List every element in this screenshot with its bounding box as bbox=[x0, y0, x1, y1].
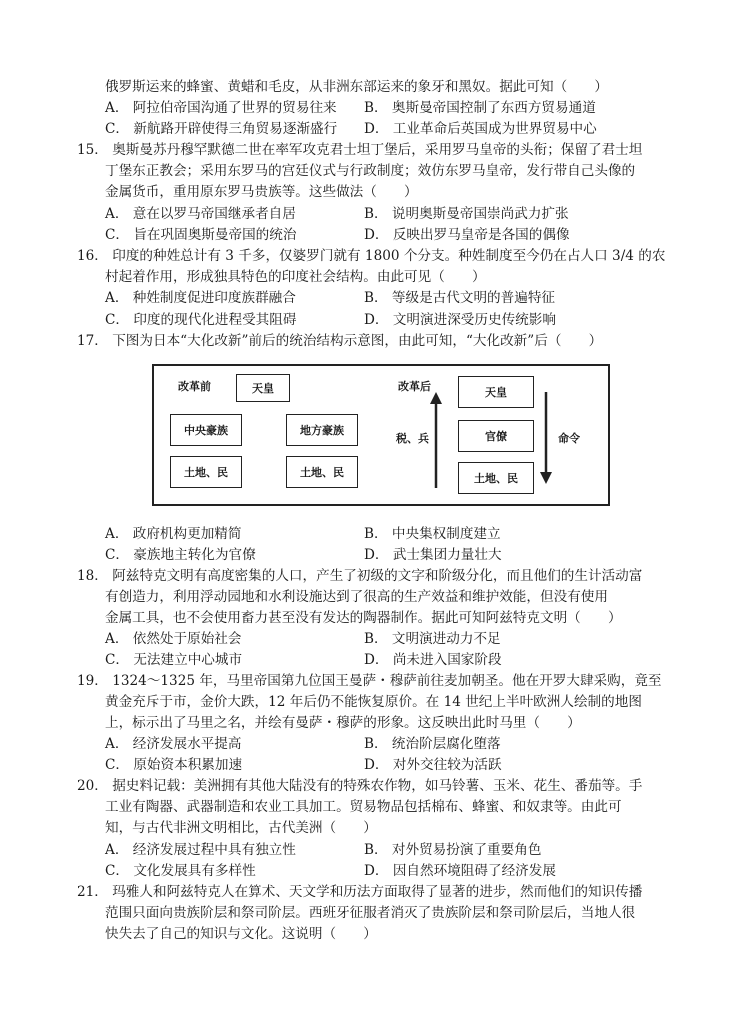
q19-stem-line2: 黄金充斥于市，金价大跌，12 年后仍不能恢复原价。在 14 世纪上半叶欧洲人绘制的地图 bbox=[105, 694, 642, 710]
q18-option-b[interactable]: B． 文明演进动力不足 bbox=[364, 631, 501, 647]
q20-option-b[interactable]: B． 对外贸易扮演了重要角色 bbox=[364, 842, 542, 858]
q18-option-c[interactable]: C． 无法建立中心城市 bbox=[105, 652, 243, 668]
q16-option-b[interactable]: B． 等级是古代文明的普遍特征 bbox=[364, 290, 556, 306]
q15-stem-line1: 15． 奥斯曼苏丹穆罕默德二世在率军攻克君士坦丁堡后，采用罗马皇帝的头衔；保留了君士坦 bbox=[77, 142, 643, 158]
q16-option-a[interactable]: A． 种姓制度促进印度族群融合 bbox=[105, 290, 296, 306]
diagram-land-people-after: 土地、民 bbox=[458, 462, 534, 494]
q15-option-c[interactable]: C． 旨在巩固奥斯曼帝国的统治 bbox=[105, 227, 297, 243]
q19-stem-line3: 上，标示出了马里之名，并绘有曼萨・穆萨的形象。这反映出此时马里（ ） bbox=[105, 715, 581, 731]
diagram-emperor-before: 天皇 bbox=[236, 374, 290, 402]
q15-option-a[interactable]: A． 意在以罗马帝国继承者自居 bbox=[105, 206, 296, 222]
q20-option-a[interactable]: A． 经济发展过程中具有独立性 bbox=[105, 842, 296, 858]
q18-stem-line1: 18． 阿兹特克文明有高度密集的人口，产生了初级的文字和阶级分化，而且他们的生计活动富 bbox=[77, 568, 643, 584]
q19-option-a[interactable]: A． 经济发展水平提高 bbox=[105, 736, 242, 752]
diagram-emperor-after: 天皇 bbox=[458, 376, 534, 408]
q19-option-b[interactable]: B． 统治阶层腐化堕落 bbox=[364, 736, 501, 752]
q21-stem-line3: 快失去了自己的知识与文化。这说明（ ） bbox=[105, 926, 377, 942]
q17-option-b[interactable]: B． 中央集权制度建立 bbox=[364, 526, 501, 542]
q20-stem-line2: 工业有陶器、武器制造和农业工具加工。贸易物品包括棉布、蜂蜜、和奴隶等。由此可 bbox=[105, 799, 622, 815]
diagram-land-people-central: 土地、民 bbox=[170, 456, 242, 488]
q19-stem-line1: 19． 1324～1325 年，马里帝国第九位国王曼萨・穆萨前往麦加朝圣。他在开罗大肆采购，竟至 bbox=[77, 673, 662, 689]
q19-option-c[interactable]: C． 原始资本积累加速 bbox=[105, 757, 243, 773]
q17-option-d[interactable]: D． 武士集团力量壮大 bbox=[364, 547, 502, 563]
q18-stem-line3: 金属工具，也不会使用畜力甚至没有发达的陶器制作。据此可知阿兹特克文明（ ） bbox=[105, 610, 622, 626]
q14-option-d[interactable]: D． 工业革命后英国成为世界贸易中心 bbox=[364, 121, 597, 137]
q17-option-a[interactable]: A． 政府机构更加精简 bbox=[105, 526, 242, 542]
diagram-land-people-local: 土地、民 bbox=[286, 456, 358, 488]
diagram-after-label: 改革后 bbox=[398, 380, 431, 393]
q21-stem-line1: 21． 玛雅人和阿兹特克人在算术、天文学和历法方面取得了显著的进步，然而他们的知识传播 bbox=[77, 884, 643, 900]
diagram-before-label: 改革前 bbox=[178, 380, 211, 393]
q20-stem-line3: 知，与古代非洲文明相比，古代美洲（ ） bbox=[105, 820, 377, 836]
q14-option-c[interactable]: C． 新航路开辟使得三角贸易逐渐盛行 bbox=[105, 121, 338, 137]
q14-option-a[interactable]: A． 阿拉伯帝国沟通了世界的贸易往来 bbox=[105, 100, 337, 116]
diagram-tax-soldiers-label: 税、兵 bbox=[396, 432, 429, 445]
q18-option-d[interactable]: D． 尚未进入国家阶段 bbox=[364, 652, 502, 668]
q16-stem-line2: 村起着作用，形成独具特色的印度社会结构。由此可见（ ） bbox=[105, 269, 486, 285]
q14-option-b[interactable]: B． 奥斯曼帝国控制了东西方贸易通道 bbox=[364, 100, 596, 116]
diagram-local-clan: 地方豪族 bbox=[286, 414, 358, 446]
q19-option-d[interactable]: D． 对外交往较为活跃 bbox=[364, 757, 502, 773]
downward-arrow-icon bbox=[540, 392, 552, 484]
q15-option-b[interactable]: B． 说明奥斯曼帝国崇尚武力扩张 bbox=[364, 206, 569, 222]
diagram-command-label: 命令 bbox=[558, 432, 580, 445]
q15-stem-line3: 金属货币，重用原东罗马贵族等。这些做法（ ） bbox=[105, 184, 418, 200]
q17-stem: 17． 下图为日本“大化改新”前后的统治结构示意图，由此可知，“大化改新”后（ ） bbox=[77, 333, 603, 349]
q15-option-d[interactable]: D． 反映出罗马皇帝是各国的偶像 bbox=[364, 227, 570, 243]
upward-arrow-icon bbox=[430, 392, 442, 488]
q18-option-a[interactable]: A． 依然处于原始社会 bbox=[105, 631, 242, 647]
q17-option-c[interactable]: C． 豪族地主转化为官僚 bbox=[105, 547, 256, 563]
q20-stem-line1: 20． 据史料记载：美洲拥有其他大陆没有的特殊农作物，如马铃薯、玉米、花生、番茄等。手 bbox=[77, 778, 643, 794]
q16-option-c[interactable]: C． 印度的现代化进程受其阻碍 bbox=[105, 312, 297, 328]
q21-stem-line2: 范围只面向贵族阶层和祭司阶层。西班牙征服者消灭了贵族阶层和祭司阶层后，当地人很 bbox=[105, 905, 636, 921]
q16-option-d[interactable]: D． 文明演进深受历史传统影响 bbox=[364, 312, 556, 328]
reform-structure-diagram bbox=[152, 364, 610, 506]
q20-option-d[interactable]: D． 因自然环境阻碍了经济发展 bbox=[364, 863, 556, 879]
q18-stem-line2: 有创造力，利用浮动园地和水利设施达到了很高的生产效益和维护效能，但没有使用 bbox=[105, 589, 608, 605]
q15-stem-line2: 丁堡东正教会；采用东罗马的宫廷仪式与行政制度；效仿东罗马皇帝，发行带自己头像的 bbox=[105, 163, 636, 179]
q16-stem-line1: 16． 印度的种姓总计有 3 千多，仅婆罗门就有 1800 个分支。种姓制度至今仍在占人口 3/4 的农 bbox=[77, 248, 666, 264]
diagram-officials: 官僚 bbox=[458, 420, 534, 452]
q20-option-c[interactable]: C． 文化发展具有多样性 bbox=[105, 863, 256, 879]
diagram-central-clan: 中央豪族 bbox=[170, 414, 242, 446]
q14-stem-tail: 俄罗斯运来的蜂蜜、黄蜡和毛皮，从非洲东部运来的象牙和黑奴。据此可知（ ） bbox=[105, 79, 608, 95]
